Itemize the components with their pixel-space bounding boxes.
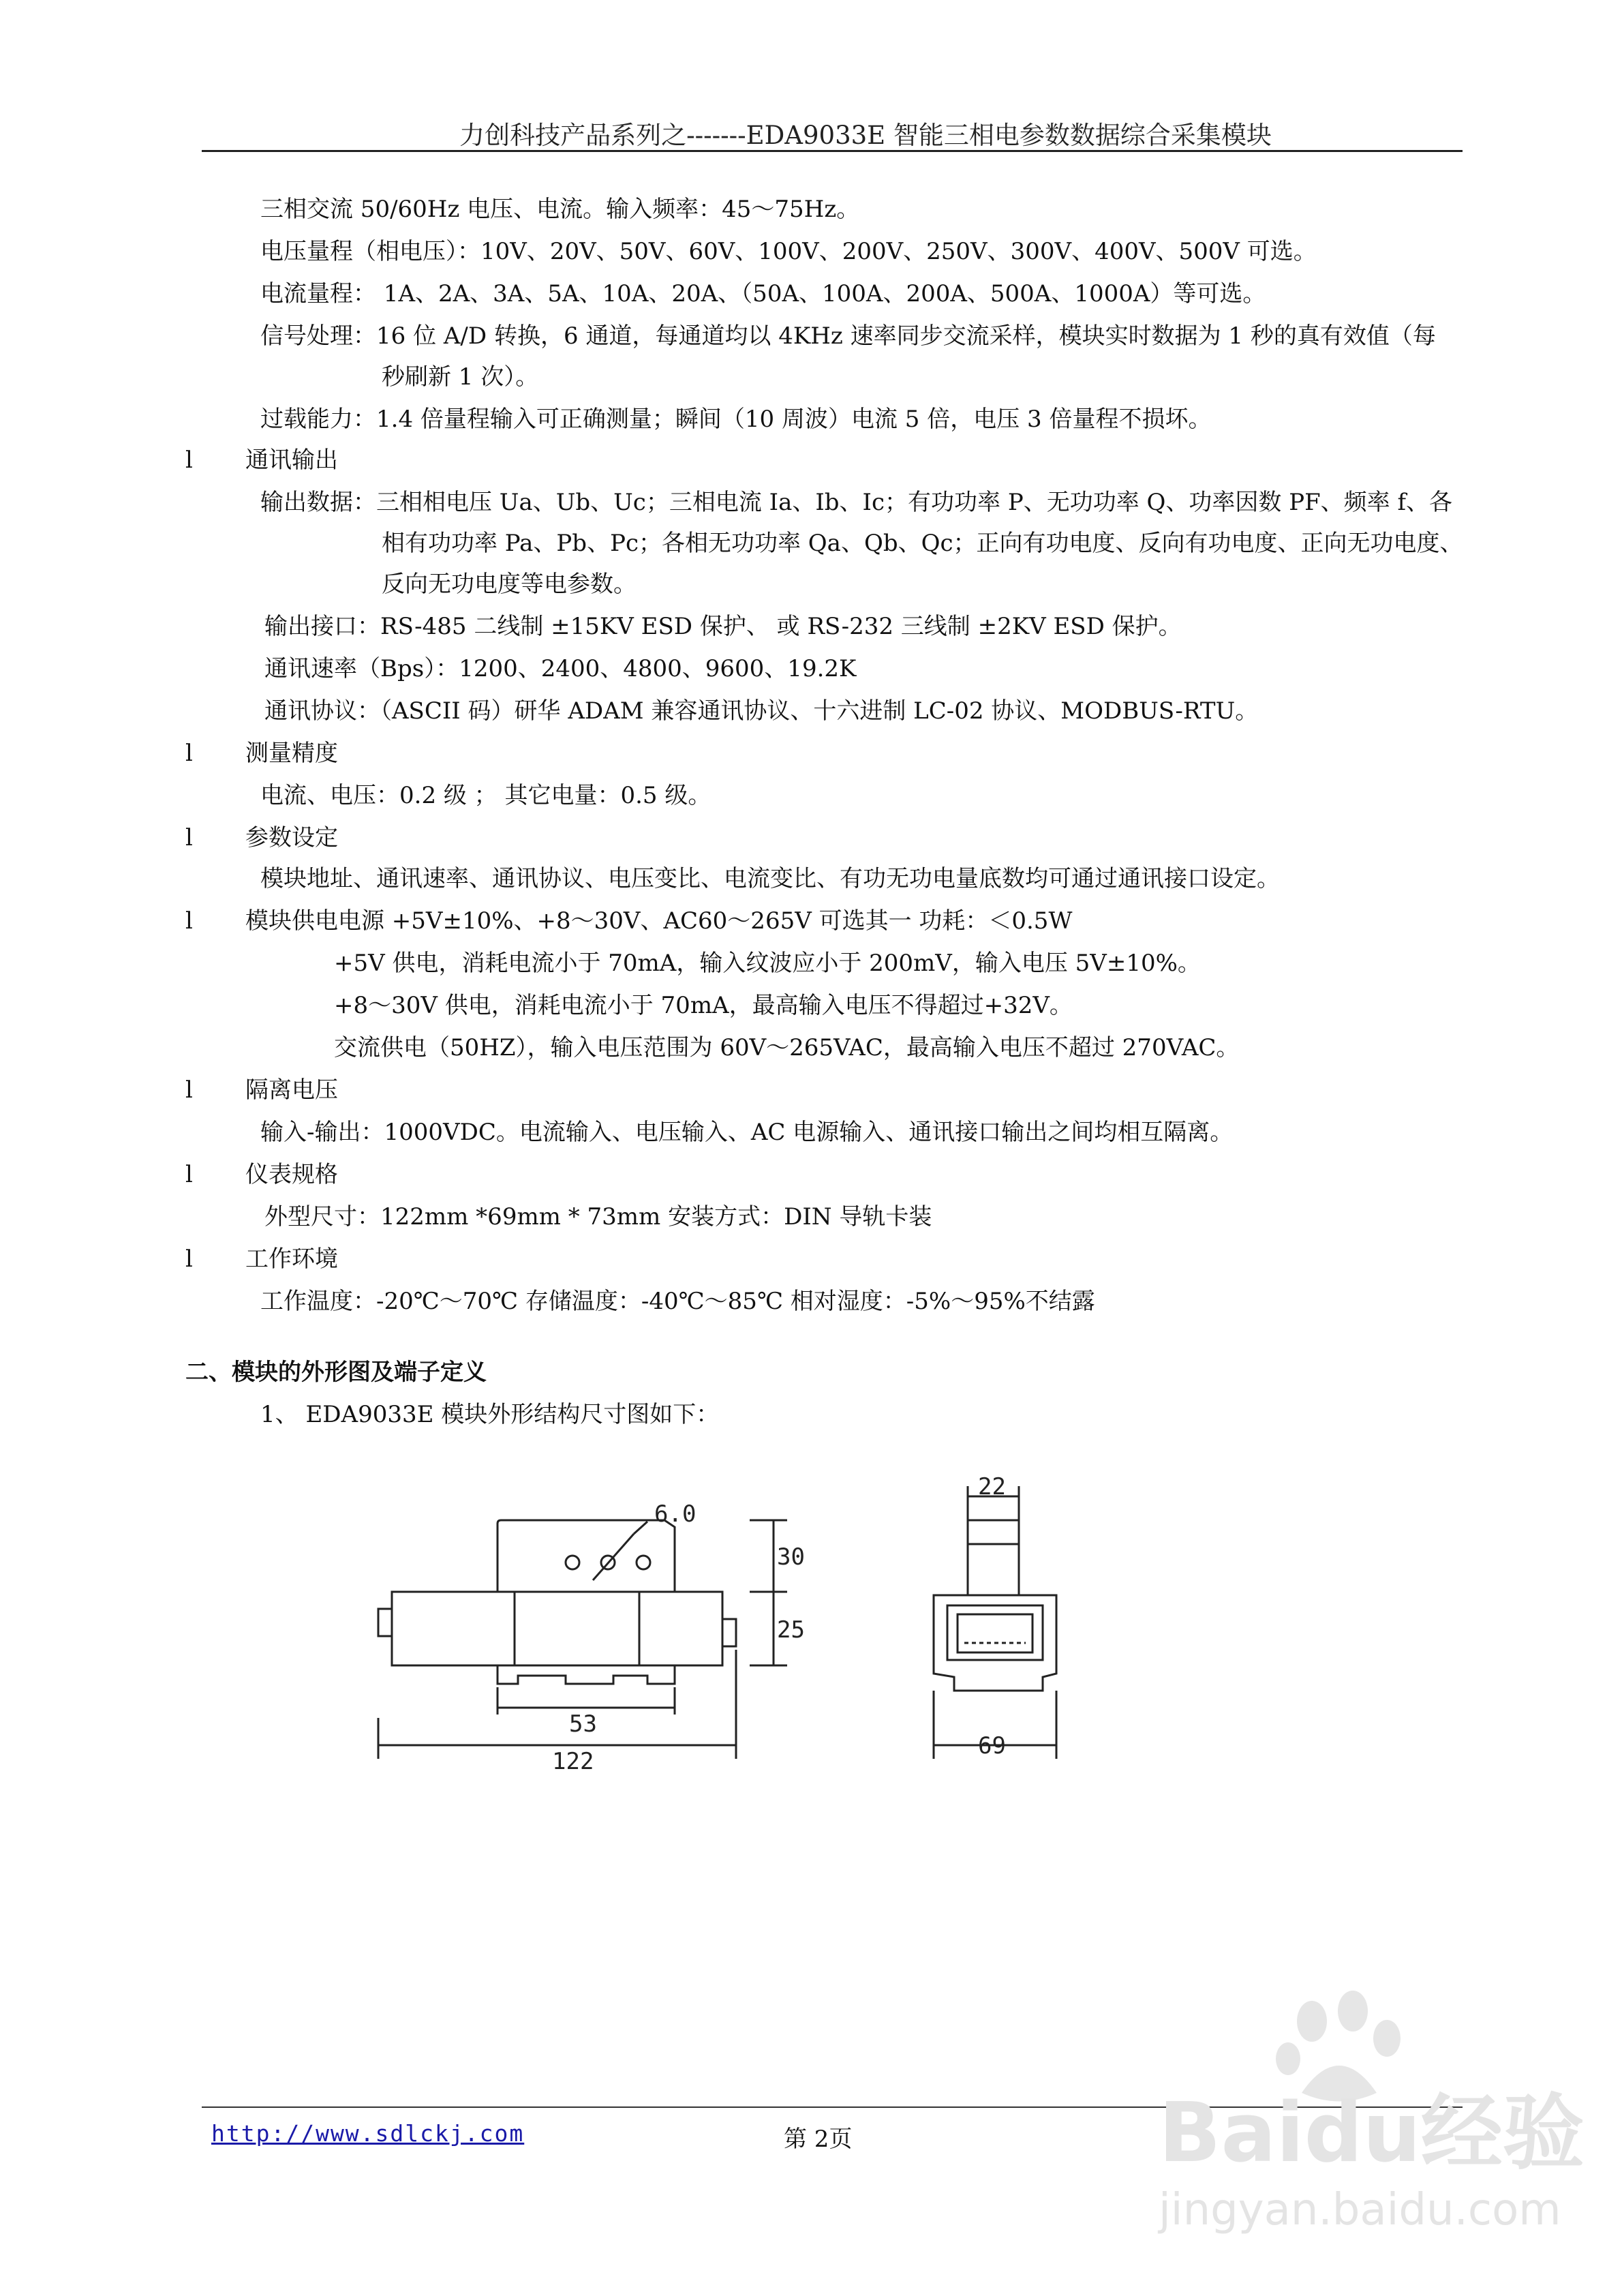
module-dimension-diagram xyxy=(354,1459,1118,1800)
text-line: 电流量程： 1A、2A、3A、5A、10A、20A、（50A、100A、200A、500A、1000A）等可选。 xyxy=(260,280,1266,307)
text-line: 通讯速率（Bps）：1200、2400、4800、9600、19.2K xyxy=(264,655,857,682)
text-line: 输出接口：RS-485 二线制 ±15KV ESD 保护、 或 RS-232 三线制 ±2KV ESD 保护。 xyxy=(264,613,1182,640)
text-line: 过载能力：1.4 倍量程输入可正确测量；瞬间（10 周波）电流 5 倍，电压 3 倍量程不损坏。 xyxy=(260,406,1212,433)
bullet-marker: l xyxy=(185,1076,193,1104)
text-line: 信号处理：16 位 A/D 转换，6 通道，每通道均以 4KHz 速率同步交流采样，模块实时数据为 1 秒的真有效值（每 xyxy=(260,322,1436,350)
footer-website-link[interactable]: http://www.sdlckj.com xyxy=(211,2120,525,2147)
bullet-marker: l xyxy=(185,447,193,474)
bullet-marker: l xyxy=(185,907,193,935)
section-heading: 隔离电压 xyxy=(245,1076,338,1104)
section-heading: 测量精度 xyxy=(245,740,338,767)
section-heading: 工作环境 xyxy=(245,1245,338,1273)
dim-label-body-height: 25 xyxy=(777,1616,805,1644)
text-line: 电压量程（相电压）：10V、20V、50V、60V、100V、200V、250V、300V、400V、500V 可选。 xyxy=(260,238,1317,265)
header-rule xyxy=(202,150,1463,152)
text-line: +5V 供电，消耗电流小于 70mA，输入纹波应小于 200mV，输入电压 5V±10%。 xyxy=(334,950,1201,977)
watermark-url: jingyan.baidu.com xyxy=(1159,2185,1561,2235)
text-line: 通讯协议：（ASCII 码）研华 ADAM 兼容通讯协议、十六进制 LC-02 协议、MODBUS-RTU。 xyxy=(264,697,1259,725)
dim-label-side-top-width: 22 xyxy=(978,1473,1006,1500)
footer-page-number: 第 2页 xyxy=(784,2126,853,2153)
dim-label-hole-diameter: 6.0 xyxy=(654,1500,697,1528)
text-line: +8～30V 供电，消耗电流小于 70mA，最高输入电压不得超过+32V。 xyxy=(334,992,1073,1019)
page-header-title: 力创科技产品系列之-------EDA9033E 智能三相电参数数据综合采集模块 xyxy=(459,121,1272,150)
text-line: 相有功功率 Pa、Pb、Pc；各相无功功率 Qa、Qb、Qc；正向有功电度、反向有功电度、正向无功电度、 xyxy=(382,530,1463,557)
section-heading: 通讯输出 xyxy=(245,447,338,474)
text-line: 秒刷新 1 次）。 xyxy=(382,363,539,391)
dim-label-rail-width: 53 xyxy=(569,1710,597,1738)
bullet-marker: l xyxy=(185,824,193,851)
bullet-marker: l xyxy=(185,1161,193,1188)
watermark-logo: Baidu经验 xyxy=(1159,2086,1585,2181)
text-line: 外型尺寸：122mm *69mm * 73mm 安装方式：DIN 导轨卡装 xyxy=(264,1203,932,1230)
text-line: 输出数据：三相相电压 Ua、Ub、Uc；三相电流 Ia、Ib、Ic；有功功率 P、无功功率 Q、功率因数 PF、频率 f、各 xyxy=(260,489,1453,516)
text-line: 输入-输出：1000VDC。电流输入、电压输入、AC 电源输入、通讯接口输出之间均相互隔离。 xyxy=(260,1119,1234,1146)
text-line: 电流、电压：0.2 级 ； 其它电量：0.5 级。 xyxy=(260,782,711,809)
section-heading: 仪表规格 xyxy=(245,1161,338,1188)
dim-label-total-length: 122 xyxy=(552,1748,594,1775)
dim-label-tab-height: 30 xyxy=(777,1543,805,1571)
text-line: 反向无功电度等电参数。 xyxy=(382,571,637,598)
text-line: 1、 EDA9033E 模块外形结构尺寸图如下： xyxy=(260,1401,720,1428)
section-heading: 参数设定 xyxy=(245,824,338,851)
text-line: 三相交流 50/60Hz 电压、电流。输入频率：45～75Hz。 xyxy=(260,196,860,223)
chapter-heading: 二、模块的外形图及端子定义 xyxy=(185,1359,487,1386)
text-line: 工作温度：-20℃～70℃ 存储温度：-40℃～85℃ 相对湿度：-5%～95%不结露 xyxy=(260,1288,1095,1315)
bullet-marker: l xyxy=(185,1245,193,1273)
dim-label-side-width: 69 xyxy=(978,1732,1006,1759)
bullet-marker: l xyxy=(185,740,193,767)
text-line: 交流供电（50HZ），输入电压范围为 60V～265VAC，最高输入电压不超过 270VAC。 xyxy=(334,1034,1240,1061)
text-line: 模块地址、通讯速率、通讯协议、电压变比、电流变比、有功无功电量底数均可通过通讯接口设定。 xyxy=(260,865,1280,892)
section-heading: 模块供电电源 +5V±10%、+8～30V、AC60～265V 可选其一 功耗：＜0.5W xyxy=(245,907,1073,935)
